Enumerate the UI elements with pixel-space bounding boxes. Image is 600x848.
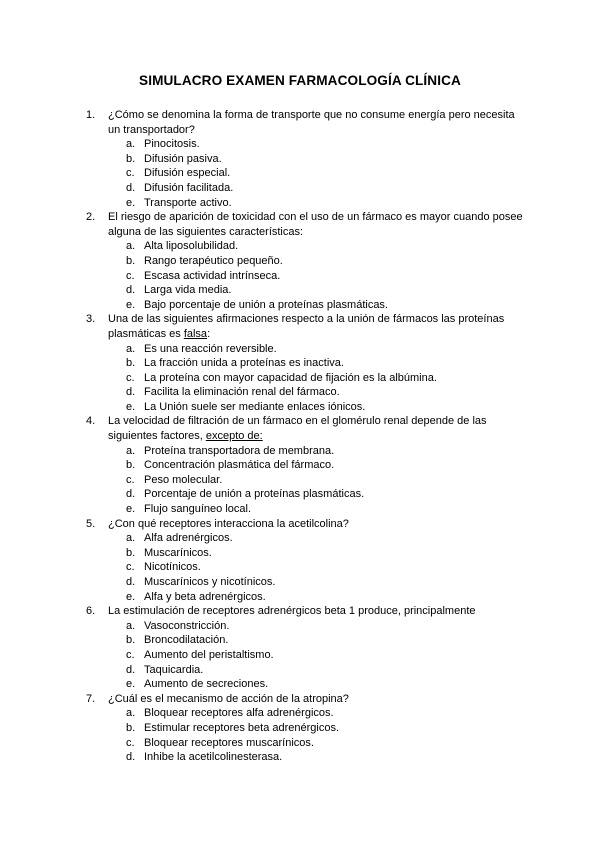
option-text: Difusión pasiva. xyxy=(144,152,222,165)
question-stem xyxy=(86,210,526,239)
option-list xyxy=(86,239,526,312)
question-number: 3. xyxy=(86,313,96,326)
option-text: Alfa adrenérgicos. xyxy=(144,532,233,545)
answer-option xyxy=(86,546,526,561)
option-text: Pinocitosis. xyxy=(144,138,200,151)
option-text: Escasa actividad intrínseca. xyxy=(144,269,281,282)
option-letter: e. xyxy=(126,196,136,209)
answer-option xyxy=(86,750,526,765)
option-text: Larga vida media. xyxy=(144,284,232,297)
question-text-part: La velocidad de filtración de un fármaco en el glomérulo renal depende de las siguientes factores, xyxy=(108,415,487,443)
document-title: SIMULACRO EXAMEN FARMACOLOGÍA CLÍNICA xyxy=(139,73,461,88)
question-5 xyxy=(86,517,526,605)
question-stem xyxy=(86,604,526,619)
option-letter: a. xyxy=(126,240,136,253)
answer-option xyxy=(86,633,526,648)
option-text: La fracción unida a proteínas es inactiva. xyxy=(144,357,344,370)
answer-option xyxy=(86,648,526,663)
option-letter: c. xyxy=(126,561,135,574)
option-letter: a. xyxy=(126,342,136,355)
question-number: 6. xyxy=(86,605,96,618)
answer-option xyxy=(86,502,526,517)
question-number: 4. xyxy=(86,415,96,428)
answer-option xyxy=(86,283,526,298)
option-text: Nicotínicos. xyxy=(144,561,201,574)
option-text: La Unión suele ser mediante enlaces iónicos. xyxy=(144,400,366,413)
option-text: Flujo sanguíneo local. xyxy=(144,503,252,516)
option-letter: d. xyxy=(126,488,136,501)
option-letter: a. xyxy=(126,707,136,720)
option-text: Taquicardia. xyxy=(144,663,204,676)
question-text: La estimulación de receptores adrenérgicos beta 1 produce, principalmente xyxy=(108,605,476,618)
question-text: ¿Cómo se denomina la forma de transporte que no consume energía pero necesita un transportador? xyxy=(108,109,515,136)
question-stem xyxy=(86,312,526,341)
option-text: Alta liposolubilidad. xyxy=(144,240,239,253)
option-text: Bloquear receptores muscarínicos. xyxy=(144,736,314,749)
question-number: 2. xyxy=(86,211,96,224)
option-text: Estimular receptores beta adrenérgicos. xyxy=(144,721,340,734)
answer-option xyxy=(86,590,526,605)
option-letter: c. xyxy=(126,167,135,180)
answer-option xyxy=(86,458,526,473)
option-letter: e. xyxy=(126,590,136,603)
answer-option xyxy=(86,736,526,751)
question-stem xyxy=(86,414,526,443)
answer-option xyxy=(86,298,526,313)
answer-option xyxy=(86,371,526,386)
option-letter: e. xyxy=(126,298,136,311)
option-letter: b. xyxy=(126,254,136,267)
option-letter: b. xyxy=(126,152,136,165)
answer-option xyxy=(86,706,526,721)
answer-option xyxy=(86,575,526,590)
answer-option xyxy=(86,239,526,254)
option-text: Difusión especial. xyxy=(144,167,231,180)
option-text: Vasoconstricción. xyxy=(144,619,230,632)
question-text-underlined: excepto de: xyxy=(205,430,263,443)
question-7 xyxy=(86,692,526,765)
option-letter: b. xyxy=(126,634,136,647)
option-letter: d. xyxy=(126,181,136,194)
option-letter: a. xyxy=(126,444,136,457)
answer-option xyxy=(86,663,526,678)
option-list xyxy=(86,706,526,764)
answer-option xyxy=(86,444,526,459)
option-letter: c. xyxy=(126,648,135,661)
question-number: 7. xyxy=(86,692,96,705)
question-text-part: Una de las siguientes afirmaciones respecto a la unión de fármacos las proteínas plasmáticas es xyxy=(108,313,505,340)
option-letter: d. xyxy=(126,751,136,764)
option-list xyxy=(86,619,526,692)
option-text: Peso molecular. xyxy=(144,473,223,486)
answer-option xyxy=(86,152,526,167)
option-letter: b. xyxy=(126,459,136,472)
option-text: Inhibe la acetilcolinesterasa. xyxy=(144,751,283,764)
question-3 xyxy=(86,312,526,414)
option-letter: c. xyxy=(126,269,135,282)
option-letter: c. xyxy=(126,736,135,749)
option-letter: d. xyxy=(126,386,136,399)
question-text: ¿Con qué receptores interacciona la acetilcolina? xyxy=(108,517,349,530)
answer-option xyxy=(86,400,526,415)
answer-option xyxy=(86,254,526,269)
option-text: Bajo porcentaje de unión a proteínas plasmáticas. xyxy=(144,298,388,311)
option-letter: e. xyxy=(126,400,136,413)
question-stem xyxy=(86,517,526,532)
option-letter: e. xyxy=(126,678,136,691)
option-letter: b. xyxy=(126,357,136,370)
option-text: Aumento del peristaltismo. xyxy=(144,648,274,661)
question-stem xyxy=(86,108,526,137)
option-text: Aumento de secreciones. xyxy=(144,678,269,691)
option-list xyxy=(86,137,526,210)
option-letter: a. xyxy=(126,532,136,545)
option-text: Muscarínicos. xyxy=(144,546,212,559)
question-4 xyxy=(86,414,526,516)
question-text xyxy=(108,414,526,443)
answer-option xyxy=(86,385,526,400)
option-letter: d. xyxy=(126,576,136,588)
question-text xyxy=(108,312,526,341)
question-text: El riesgo de aparición de toxicidad con el uso de un fármaco es mayor cuando posee alguna de las siguientes características: xyxy=(108,211,523,238)
option-letter: e. xyxy=(126,503,136,516)
question-6 xyxy=(86,604,526,692)
option-text: La proteína con mayor capacidad de fijación es la albúmina. xyxy=(144,371,437,384)
option-text: Concentración plasmática del fármaco. xyxy=(144,459,335,472)
question-stem xyxy=(86,692,526,707)
question-number: 5. xyxy=(86,517,96,530)
question-1 xyxy=(86,108,526,210)
option-letter: b. xyxy=(126,721,136,734)
question-number: 1. xyxy=(86,109,96,121)
answer-option xyxy=(86,166,526,181)
option-text: Alfa y beta adrenérgicos. xyxy=(144,590,266,603)
question-text-part: : xyxy=(207,327,211,340)
option-letter: d. xyxy=(126,284,136,297)
option-letter: c. xyxy=(126,473,135,486)
answer-option xyxy=(86,531,526,546)
answer-option xyxy=(86,342,526,357)
option-list xyxy=(86,444,526,517)
answer-option xyxy=(86,560,526,575)
answer-option xyxy=(86,196,526,211)
option-text: Bloquear receptores alfa adrenérgicos. xyxy=(144,707,334,720)
option-text: Transporte activo. xyxy=(144,196,232,209)
option-text: Broncodilatación. xyxy=(144,634,229,647)
question-list xyxy=(86,108,526,765)
option-text: Porcentaje de unión a proteínas plasmáticas. xyxy=(144,488,365,501)
answer-option xyxy=(86,269,526,284)
question-2 xyxy=(86,210,526,312)
option-text: Es una reacción reversible. xyxy=(144,342,277,355)
option-letter: d. xyxy=(126,663,136,676)
question-text: ¿Cuál es el mecanismo de acción de la atropina? xyxy=(108,692,349,705)
option-letter: a. xyxy=(126,619,136,632)
answer-option xyxy=(86,356,526,371)
option-list xyxy=(86,531,526,604)
option-text: Difusión facilitada. xyxy=(144,181,234,194)
option-text: Facilita la eliminación renal del fármaco. xyxy=(144,386,340,399)
answer-option xyxy=(86,619,526,634)
option-letter: b. xyxy=(126,546,136,559)
answer-option xyxy=(86,137,526,152)
answer-option xyxy=(86,677,526,692)
option-letter: a. xyxy=(126,138,136,151)
option-text: Rango terapéutico pequeño. xyxy=(144,254,283,267)
answer-option xyxy=(86,487,526,502)
question-text-underlined: falsa xyxy=(183,327,208,340)
option-text: Proteína transportadora de membrana. xyxy=(144,444,335,457)
option-letter: c. xyxy=(126,371,135,384)
answer-option xyxy=(86,473,526,488)
option-text: Muscarínicos y nicotínicos. xyxy=(144,576,276,588)
answer-option xyxy=(86,181,526,196)
answer-option xyxy=(86,721,526,736)
option-list xyxy=(86,342,526,415)
